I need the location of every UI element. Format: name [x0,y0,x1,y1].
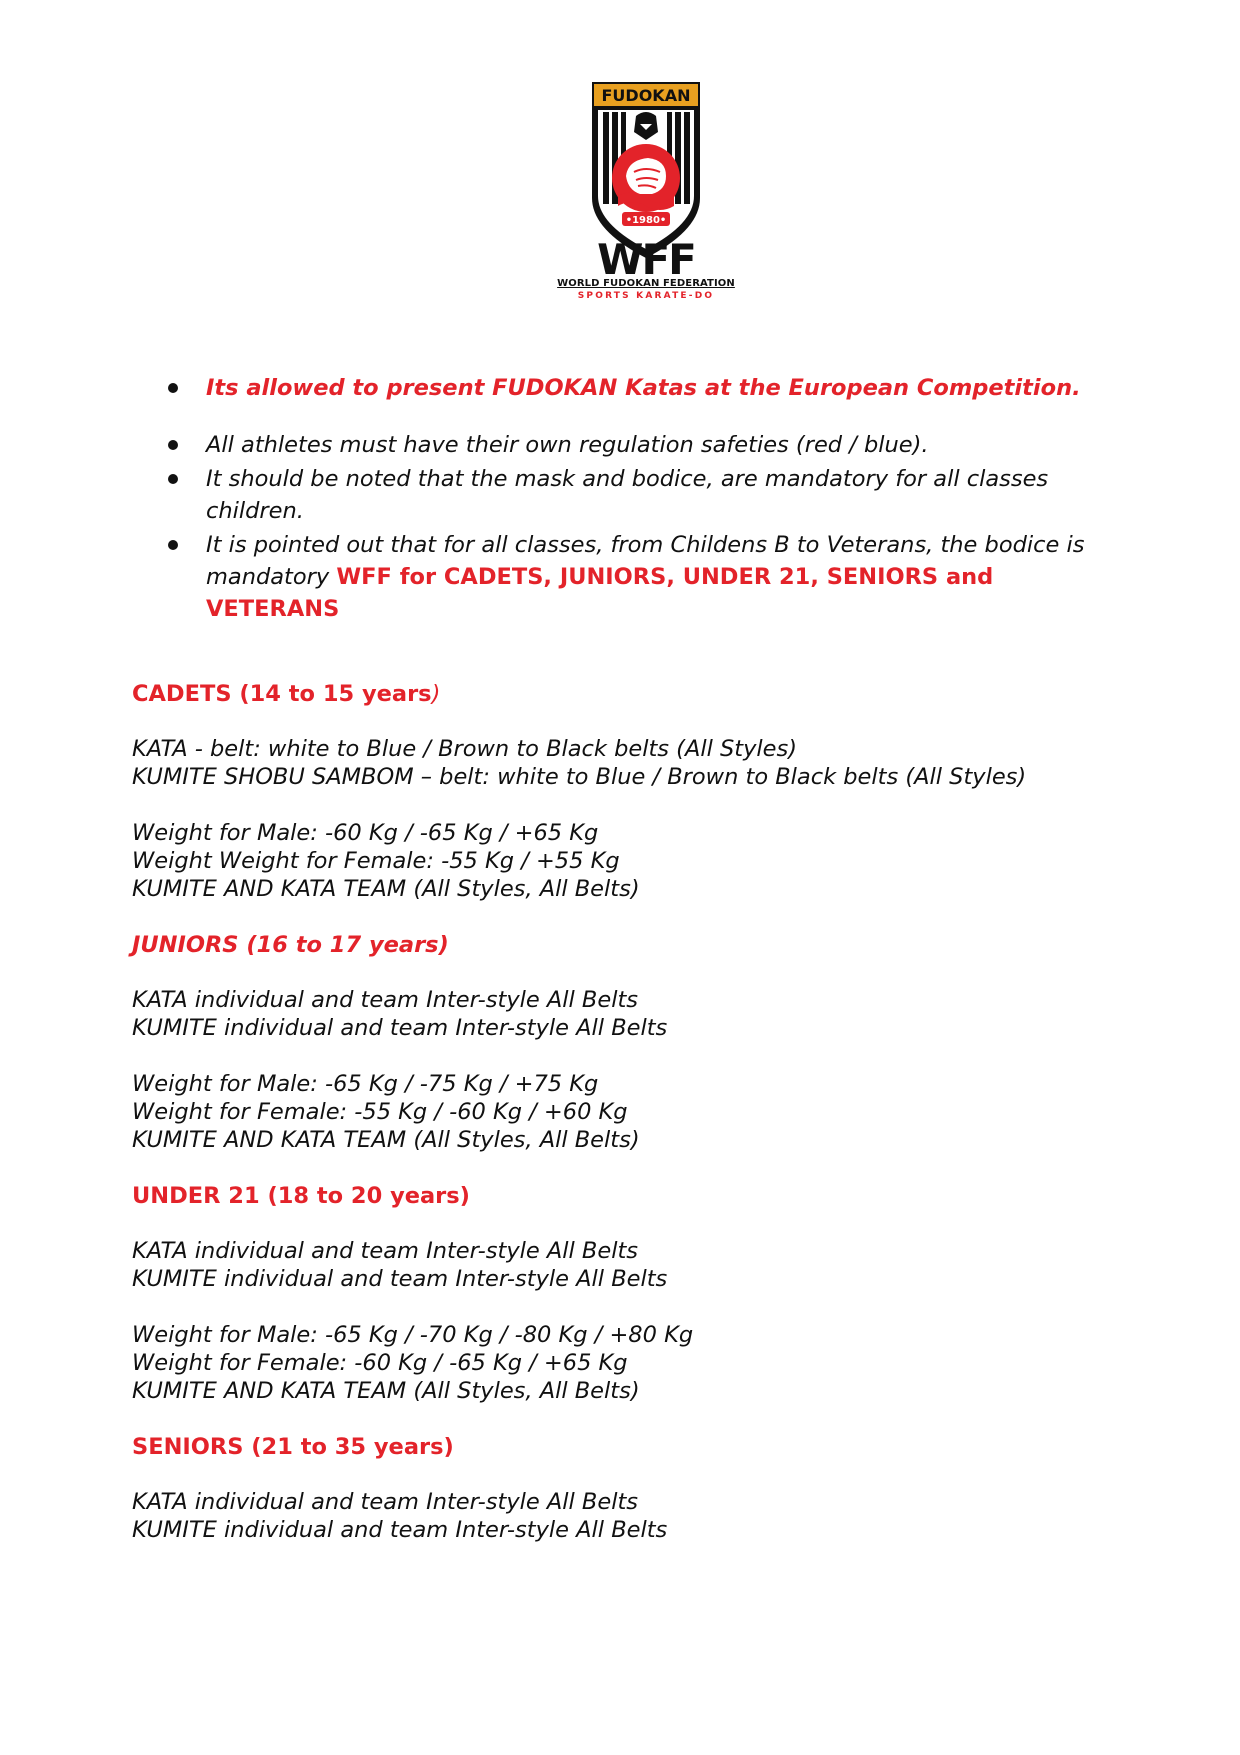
section-heading-seniors: SENIORS (21 to 35 years) [132,1434,454,1460]
logo-top-text: FUDOKAN [601,86,691,105]
cadets-heading-text: CADETS (14 to 15 years [132,681,432,707]
fudokan-emblem-icon [556,80,736,276]
bullet-bodice-line1: It is pointed out that for all classes, from Childens B to Veterans, the bodice is [206,532,1085,558]
juniors-line: KUMITE AND KATA TEAM (All Styles, All Belts) [132,1127,640,1153]
juniors-line: KATA individual and team Inter-style All Belts [132,987,639,1013]
section-heading-under-21: UNDER 21 (18 to 20 years) [132,1183,470,1209]
section-heading-juniors: JUNIORS (16 to 17 years) [132,932,449,958]
juniors-line: Weight for Male: -65 Kg / -75 Kg / +75 Kg [132,1071,599,1097]
logo-year: •1980• [625,215,667,226]
section-heading-cadets [132,678,440,710]
under21-line: KATA individual and team Inter-style All Belts [132,1238,639,1264]
bullet-dot [168,440,178,450]
seniors-line: KUMITE individual and team Inter-style All Belts [132,1517,668,1543]
wff-fudokan-logo [556,80,736,310]
logo-subtitle: SPORTS KARATE-DO [577,291,715,301]
cadets-line: Weight Weight for Female: -55 Kg / +55 Kg [132,848,620,874]
under21-line: KUMITE individual and team Inter-style All Belts [132,1266,668,1292]
bullet-dot [168,540,178,550]
bullet-mask-bodice-line2: children. [206,498,304,524]
under21-line: Weight for Female: -60 Kg / -65 Kg / +65 Kg [132,1350,628,1376]
bullet-fudokan-katas: Its allowed to present FUDOKAN Katas at the European Competition. [206,375,1081,401]
under21-line: KUMITE AND KATA TEAM (All Styles, All Belts) [132,1378,640,1404]
logo-federation: WORLD FUDOKAN FEDERATION [557,278,735,289]
bullet-safeties: All athletes must have their own regulation safeties (red / blue). [206,432,929,458]
cadets-line: KATA - belt: white to Blue / Brown to Black belts (All Styles) [132,736,798,762]
cadets-line: KUMITE AND KATA TEAM (All Styles, All Belts) [132,876,640,902]
juniors-line: Weight for Female: -55 Kg / -60 Kg / +60 Kg [132,1099,628,1125]
cadets-line: KUMITE SHOBU SAMBOM – belt: white to Blue / Brown to Black belts (All Styles) [132,764,1027,790]
bullet-bodice-line3: VETERANS [206,596,340,622]
bullet-bodice-red: WFF for CADETS, JUNIORS, UNDER 21, SENIORS and [336,564,994,590]
juniors-line: KUMITE individual and team Inter-style All Belts [132,1015,668,1041]
bullet-bodice-plain: mandatory [206,564,337,590]
seniors-line: KATA individual and team Inter-style All Belts [132,1489,639,1515]
logo-letters: WFF [597,235,695,276]
bullet-dot [168,383,178,393]
bullet-dot [168,474,178,484]
cadets-heading-end: ) [431,681,441,707]
under21-line: Weight for Male: -65 Kg / -70 Kg / -80 Kg / +80 Kg [132,1322,694,1348]
cadets-line: Weight for Male: -60 Kg / -65 Kg / +65 Kg [132,820,599,846]
bullet-mask-bodice-line1: It should be noted that the mask and bodice, are mandatory for all classes [206,466,1049,492]
bullet-bodice-line2 [206,561,993,593]
